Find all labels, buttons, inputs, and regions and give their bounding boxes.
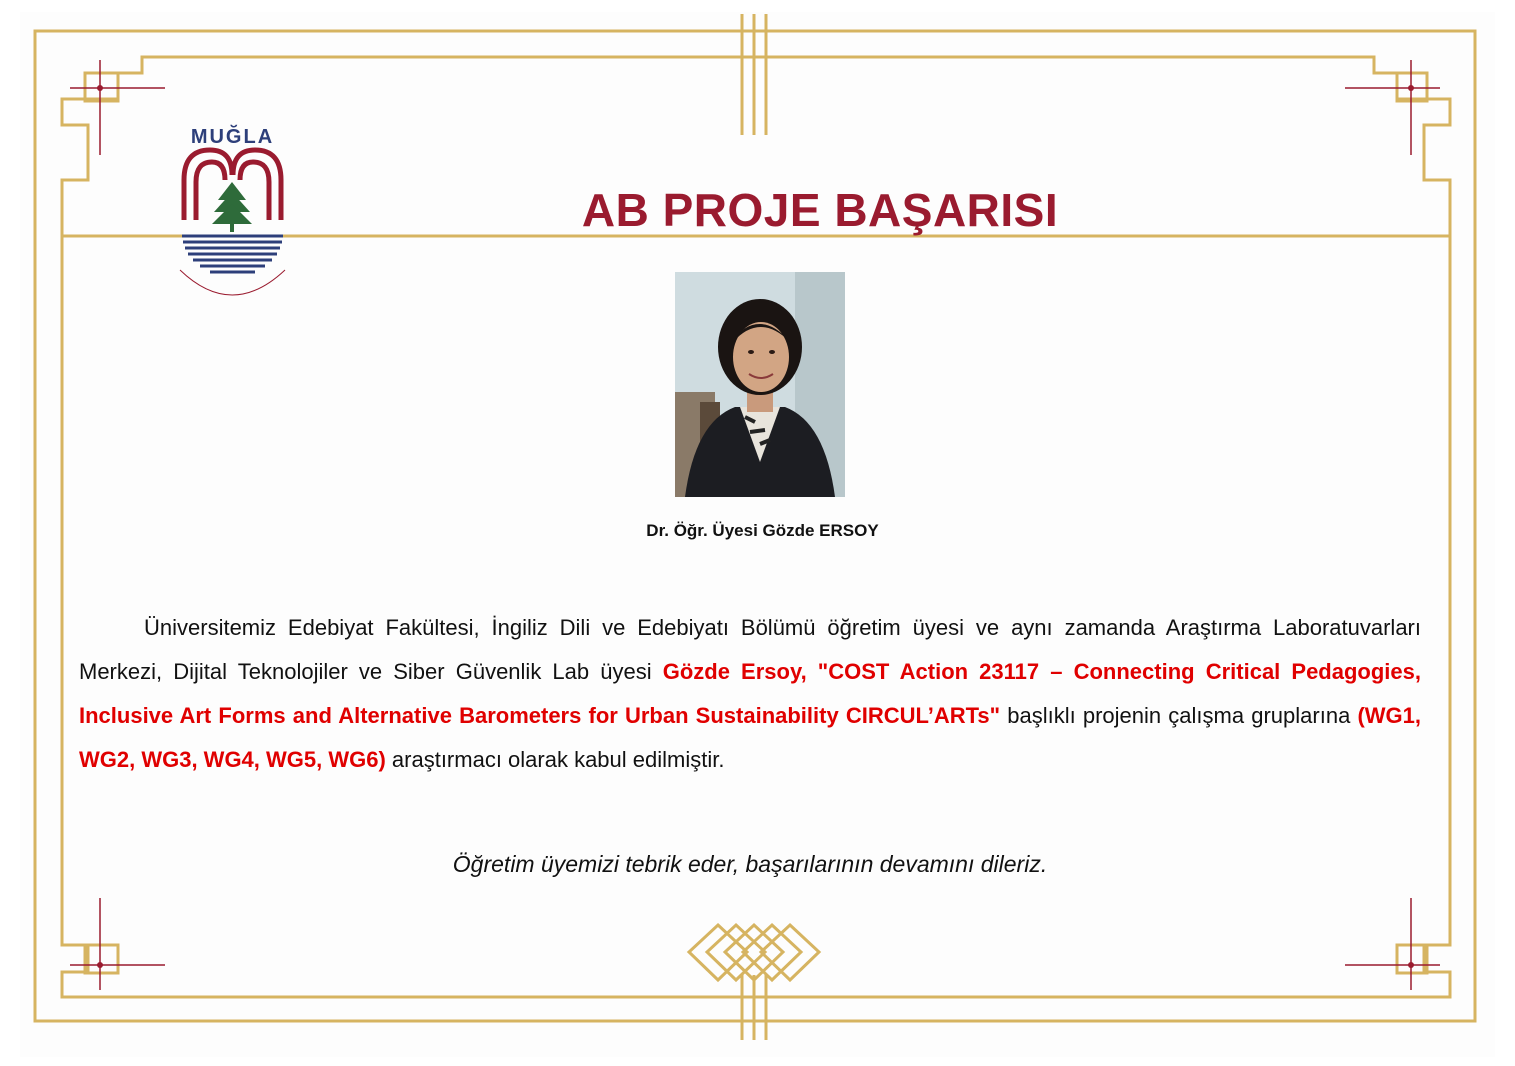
university-logo — [170, 120, 295, 305]
project-title-highlight: Gözde Ersoy, "COST Action 23117 – Connecting Critical Pedagogies, Inclusive Art Forms and Alternative Barometers for Urban Sustainability CIRCUL’ARTs" — [79, 659, 1421, 728]
logo-text: MUĞLA — [190, 126, 275, 148]
body-text-part1: Üniversitemiz Edebiyat Fakültesi, İngiliz Dili ve Edebiyatı Bölümü öğretim üyesi ve aynı zamanda Araştırma Laboratuvarları Merkezi, Dijital Teknolojiler ve Siber Güvenlik Lab üyesi — [79, 615, 1421, 684]
closing-message: Öğretim üyemizi tebrik eder, başarılarının devamını dileriz. — [452, 851, 1048, 877]
body-text-part2: başlıklı projenin çalışma gruplarına — [1000, 703, 1358, 728]
working-groups-highlight: (WG1, WG2, WG3, WG4, WG5, WG6) — [79, 703, 1422, 772]
page-title: AB PROJE BAŞARISI — [581, 184, 1059, 236]
logo-emblem-icon — [170, 120, 295, 305]
portrait-photo — [675, 272, 845, 497]
body-text-part3: araştırmacı olarak kabul edilmiştir. — [385, 747, 725, 772]
announcement-paragraph — [79, 606, 1421, 782]
person-name: Dr. Öğr. Üyesi Gözde ERSOY — [646, 521, 879, 540]
